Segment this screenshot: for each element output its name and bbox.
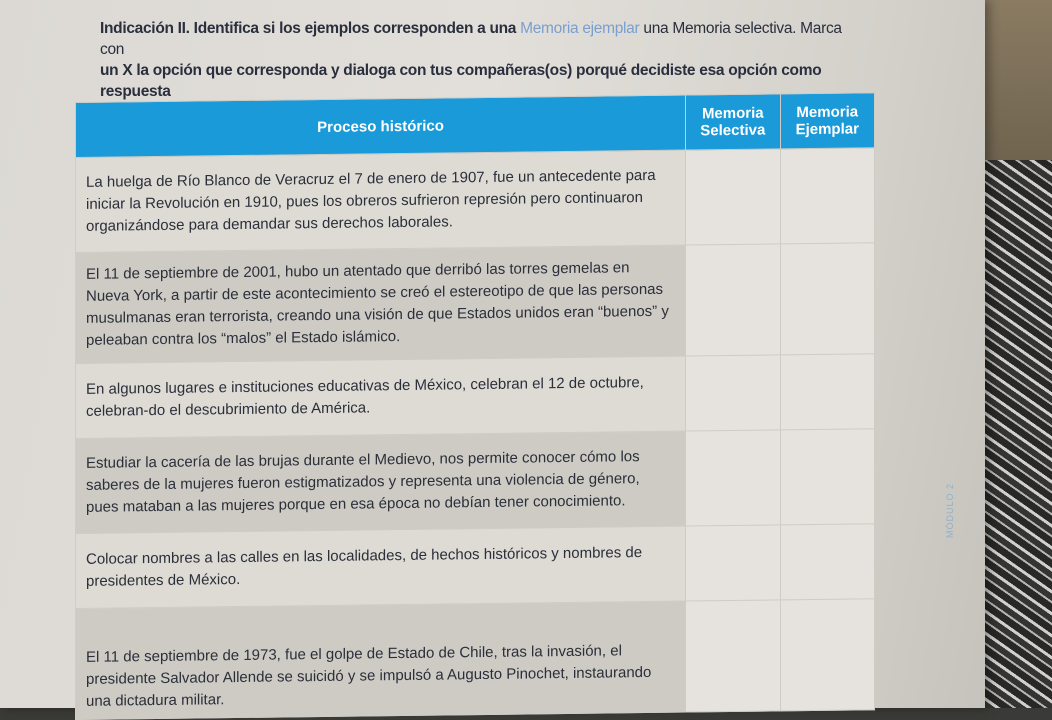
header-selective-memory: Memoria Selectiva: [686, 94, 780, 150]
header-process: Proceso histórico: [76, 95, 686, 157]
exemplary-mark-cell[interactable]: [780, 148, 874, 244]
process-text: La huelga de Río Blanco de Veracruz el 7 de enero de 1907, fue un antecedente para iniciar la Revolución en 1910, pues los obreros sufrieron represión pero continuaron organizándose para demandar sus derechos laborales.: [76, 150, 686, 252]
module-side-tab: MÓDULO 2: [945, 482, 955, 538]
exemplary-mark-cell[interactable]: [780, 524, 874, 600]
table-header-row: [76, 93, 875, 158]
selective-mark-cell[interactable]: [686, 355, 780, 431]
table-row: [76, 148, 875, 253]
selective-mark-cell[interactable]: [686, 525, 780, 601]
table-row: [76, 599, 875, 720]
header-exemplary-memory: Memoria Ejemplar: [780, 93, 874, 149]
process-text: El 11 de septiembre de 2001, hubo un atentado que derribó las torres gemelas en Nueva York, a partir de este acontecimiento se creó el estereotipo de que las personas musulmanas eran terrorista, creando una visión de que Estados unidos eran “buenos” y peleaban contra los “malos” el Estado islámico.: [76, 245, 686, 363]
wood-surface: [975, 0, 1052, 165]
instruction-part3: un X la opción que corresponda y dialoga con tus compañeras(os) porqué decidiste esa opción como respuesta: [100, 62, 822, 100]
process-text: Colocar nombres a las calles en las localidades, de hechos históricos y nombres de presidentes de México.: [76, 526, 686, 608]
instruction-part2: una Memoria selectiva. Marca con: [100, 20, 842, 58]
history-table: [75, 92, 875, 720]
selective-mark-cell[interactable]: [686, 430, 780, 526]
process-text: Estudiar la cacería de las brujas durante el Medievo, nos permite conocer cómo los saberes de la mujeres fueron estigmatizados y representa una violencia de género, pues mataban a las mujeres porque en esa época no debían tener conocimiento.: [76, 431, 686, 533]
instruction-part1: Indicación II. Identifica si los ejemplos corresponden a una: [100, 20, 517, 37]
table-row: [76, 524, 875, 609]
table-row: [76, 429, 875, 534]
exemplary-mark-cell[interactable]: [780, 354, 874, 430]
exemplary-mark-cell[interactable]: [780, 243, 874, 355]
table-row: [76, 243, 875, 364]
process-text: En algunos lugares e instituciones educativas de México, celebran el 12 de octubre, celebran-do el descubrimiento de América.: [76, 356, 686, 438]
process-text: El 11 de septiembre de 1973, fue el golpe de Estado de Chile, tras la invasión, el presidente Salvador Allende se suicidó y se impulsó a Augusto Pinochet, instaurando una dictadura militar.: [76, 601, 686, 719]
patterned-fabric: [985, 160, 1052, 708]
table-row: [76, 354, 875, 439]
selective-mark-cell[interactable]: [686, 244, 780, 356]
exemplary-mark-cell[interactable]: [780, 429, 874, 525]
exemplary-mark-cell[interactable]: [780, 599, 874, 711]
selective-mark-cell[interactable]: [686, 600, 780, 712]
selective-mark-cell[interactable]: [686, 149, 780, 245]
instruction-highlight: Memoria ejemplar: [520, 20, 640, 37]
instruction-text: [100, 18, 860, 102]
